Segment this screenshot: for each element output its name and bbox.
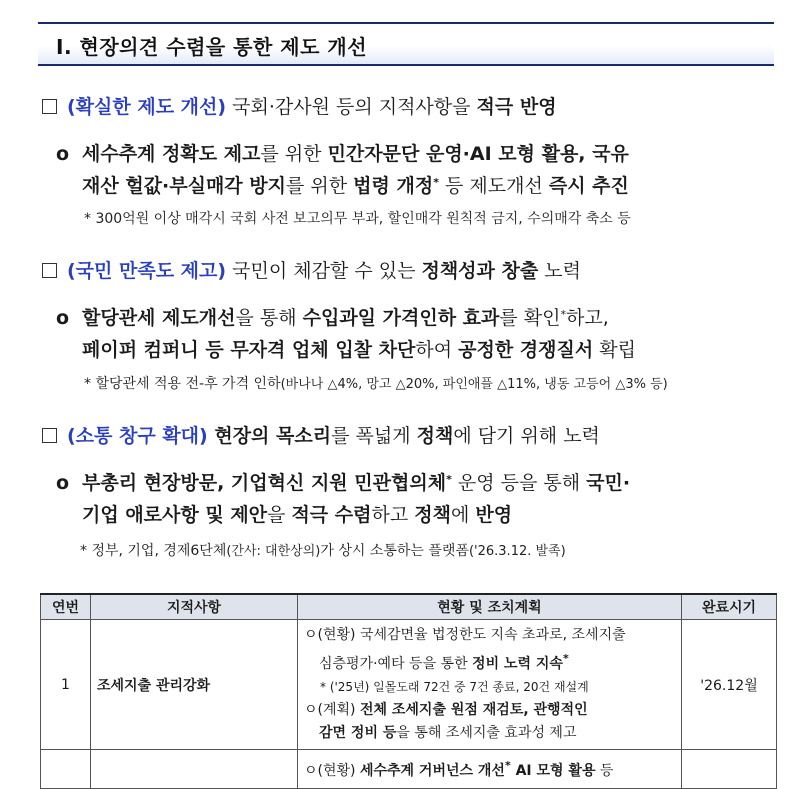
item-2-line-2: 페이퍼 컴퍼니 등 무자격 업체 입찰 차단하여 공정한 경쟁질서 확립 <box>82 339 636 361</box>
item-3-line-2: 기업 애로사항 및 제안을 적극 수렴하고 정책에 반영 <box>82 504 513 526</box>
item-2-footnote: * 할당관세 적용 전-후 가격 인하(바나나 △4%, 망고 △20%, 파인애플 △11%, 냉동 고등어 △3% 등) <box>84 376 668 392</box>
table-row <box>41 620 777 750</box>
item-1-line-1: o 세수추계 정확도 제고를 위한 민간자문단 운영·AI 모형 활용, 국유 <box>56 143 629 165</box>
table-row <box>41 750 777 789</box>
bullet-circle-icon: o <box>56 143 70 165</box>
bullet-circle-icon: o <box>56 472 70 494</box>
header-no: 연번 <box>41 594 91 620</box>
item-1-heading: (확실한 제도 개선) 국회·감사원 등의 지적사항을 적극 반영 <box>42 92 557 119</box>
item-3-line-1: o 부총리 현장방문, 기업혁신 지원 민관협의체* 운영 등을 통해 국민· <box>56 472 631 494</box>
item-2-line-1: o 할당관세 제도개선을 통해 수입과일 가격인하 효과를 확인*하고, <box>56 307 609 329</box>
header-status: 현황 및 조치계획 <box>298 594 682 620</box>
checkbox-square-icon <box>42 99 57 114</box>
row-no: 1 <box>41 620 91 750</box>
bullet-circle-icon: o <box>56 307 70 329</box>
checkbox-square-icon <box>42 428 57 443</box>
row-status: ㅇ(현황) 세수추계 거버넌스 개선* AI 모형 활용 등 <box>298 750 682 789</box>
row-status: ㅇ(현황) 국세감면율 법정한도 지속 초과로, 조세지출 심층평가·예타 등을 통한 정비 노력 지속* * ('25년) 일몰도래 72건 중 7건 종료, 20건 재설계 ㅇ(계획) 전체 조세지출 원점 재검토, 관행적인 감면 정비 등을 통해 조세지출 효과성 제고 <box>298 620 682 750</box>
table-header-row <box>41 594 777 620</box>
row-issue: 조세지출 관리강화 <box>91 620 298 750</box>
item-1-footnote: * 300억원 이상 매각시 국회 사전 보고의무 부과, 할인매각 원칙적 금지, 수의매각 축소 등 <box>84 211 631 227</box>
item-3-footnote: * 정부, 기업, 경제6단체(간사: 대한상의)가 상시 소통하는 플랫폼('26.3.12. 발족) <box>80 543 566 559</box>
section-header <box>38 22 774 66</box>
header-issue: 지적사항 <box>91 594 298 620</box>
row-when: '26.12월 <box>682 620 777 750</box>
checkbox-square-icon <box>42 263 57 278</box>
header-when: 완료시기 <box>682 594 777 620</box>
item-2-heading: (국민 만족도 제고) 국민이 체감할 수 있는 정책성과 창출 노력 <box>42 256 581 283</box>
item-1-line-2: 재산 헐값·부실매각 방지를 위한 법령 개정* 등 제도개선 즉시 추진 <box>82 175 629 197</box>
section-title: Ⅰ. 현장의견 수렴을 통한 제도 개선 <box>56 35 368 59</box>
issues-table <box>40 593 777 789</box>
item-3-heading: (소통 창구 확대) 현장의 목소리를 폭넓게 정책에 담기 위해 노력 <box>42 421 600 448</box>
